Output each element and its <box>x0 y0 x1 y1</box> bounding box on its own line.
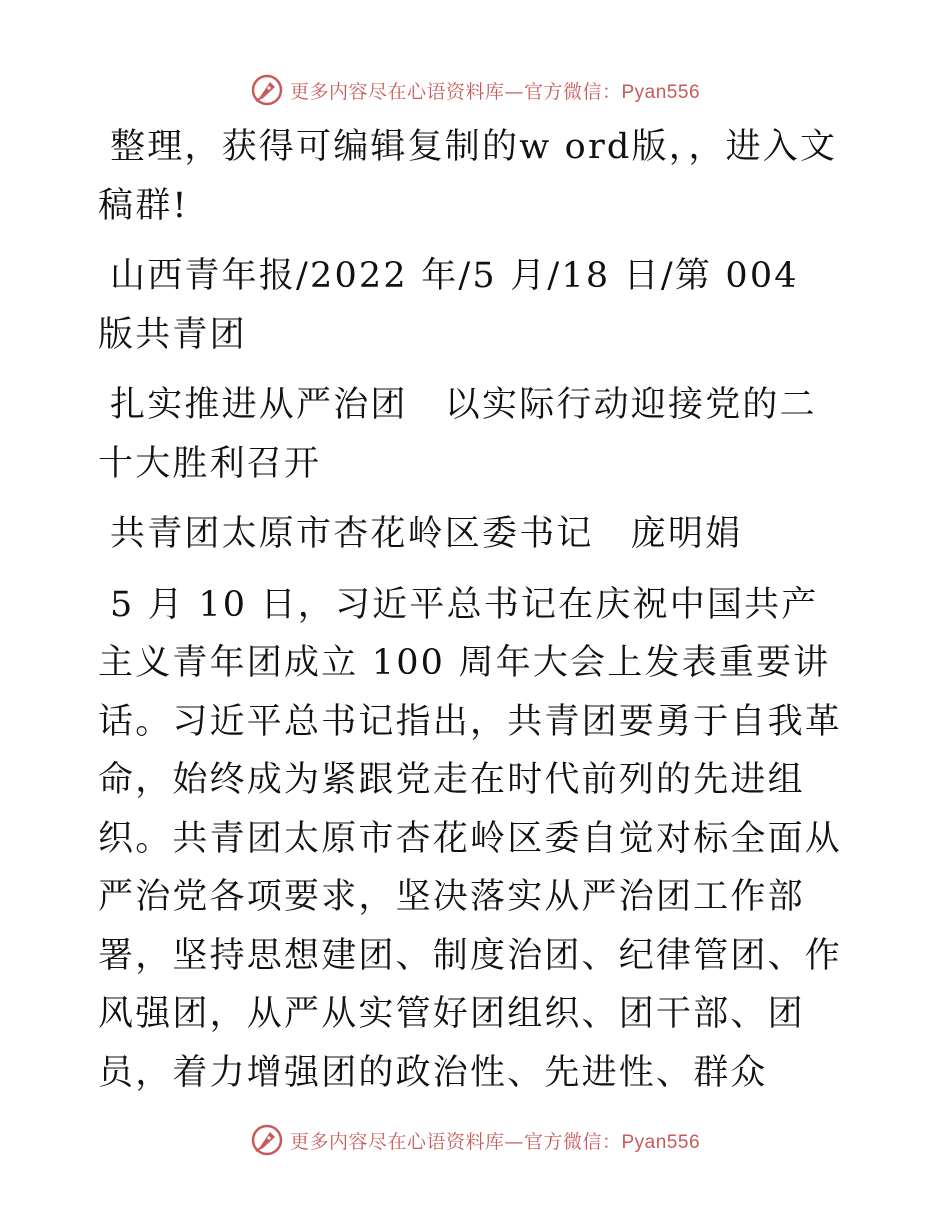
source-line: 山西青年报/2022 年/5 月/18 日/第 004 版共青团 <box>98 256 799 355</box>
header-banner-text <box>290 77 700 104</box>
footer-wechat-id: Pyan556 <box>621 1131 701 1153</box>
article-body-paragraph: 5 月 10 日，习近平总书记在庆祝中国共产主义青年团成立 100 周年大会上发表重要讲话。习近平总书记指出，共青团要勇于自我革命，始终成为紧跟党走在时代前列的先进组织。共青团太原市杏花岭区委自觉对标全面从严治党各项要求，坚决落实从严治团工作部署，坚持思想建团、制度治团、纪律管团、作风强团，从严从实管好团组织、团干部、团员，着力增强团的政治性、先进性、群众 <box>98 584 843 1093</box>
article-title: 扎实推进从严治团 以实际行动迎接党的二十大胜利召开 <box>98 385 817 484</box>
document-body <box>98 118 848 1114</box>
header-banner <box>0 70 950 110</box>
pen-nib-icon <box>250 1123 284 1157</box>
footer-banner-label: 更多内容尽在心语资料库—官方微信： <box>289 1130 622 1153</box>
header-banner-label: 更多内容尽在心语资料库—官方微信： <box>289 80 622 103</box>
header-wechat-id: Pyan556 <box>621 81 701 103</box>
footer-banner <box>0 1120 950 1160</box>
pen-nib-icon <box>250 73 284 107</box>
footer-banner-text <box>290 1127 700 1154</box>
intro-paragraph: 整理，获得可编辑复制的w ord版，，进入文稿群! <box>98 127 838 226</box>
article-author: 共青团太原市杏花岭区委书记 庞明娟 <box>110 514 743 554</box>
